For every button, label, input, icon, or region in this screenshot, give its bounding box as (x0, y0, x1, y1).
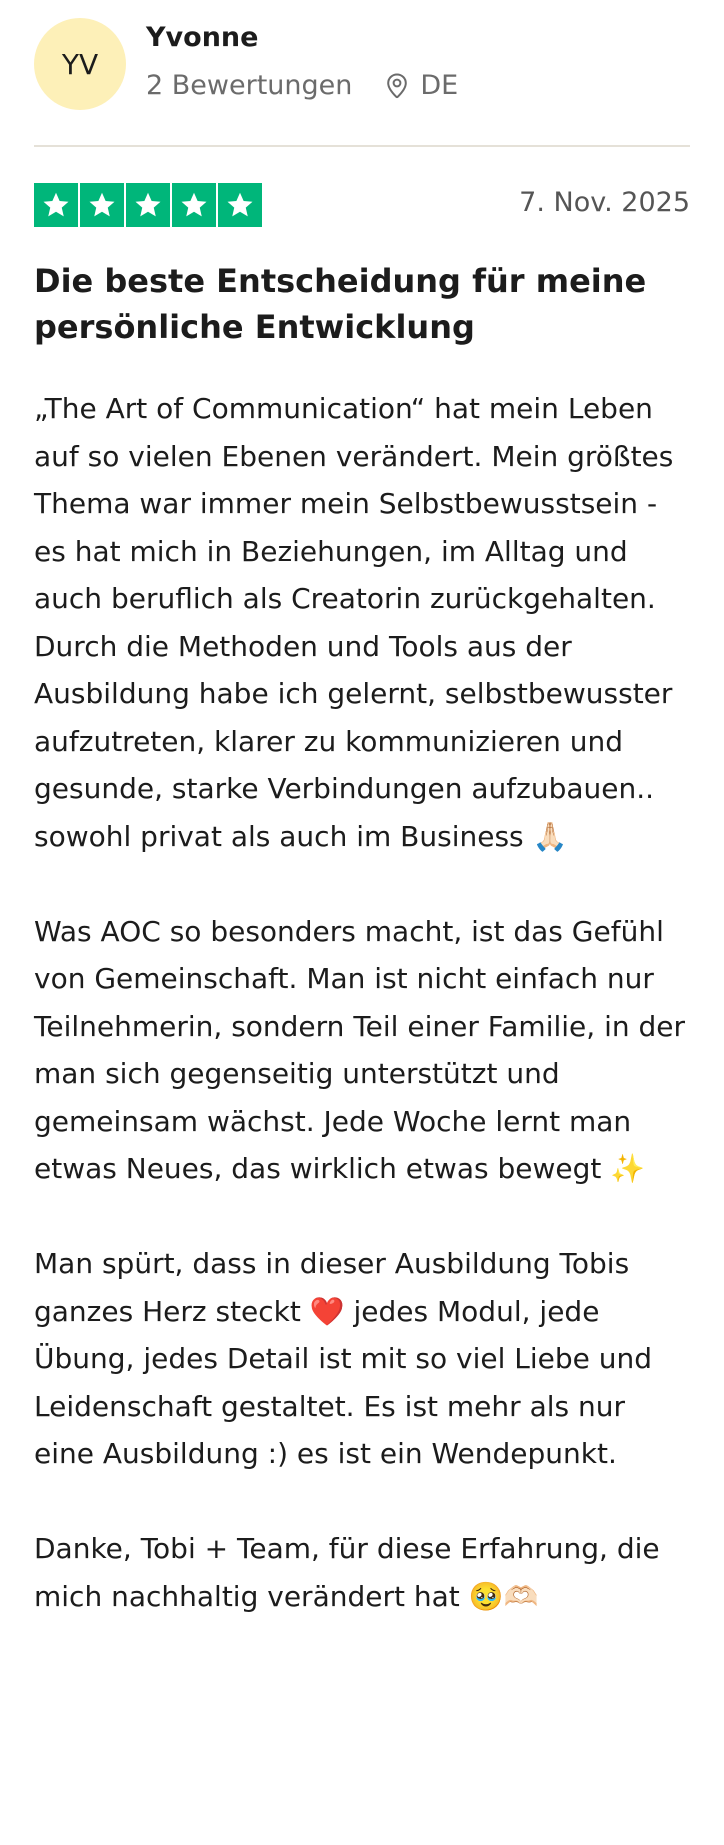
star-icon (172, 183, 216, 227)
review-count: 2 Bewertungen (146, 70, 353, 101)
avatar-initials: YV (61, 47, 99, 81)
reviewer-location (386, 70, 458, 101)
review-paragraph: Man spürt, dass in dieser Ausbildung Tobis ganzes Herz steckt ❤️ jedes Modul, jede Übung, jedes Detail ist mit so viel Liebe und Leidenschaft gestaltet. Es ist mehr als nur eine Ausbildung :) es ist ein Wendepunkt. (34, 1247, 653, 1470)
star-icon (126, 183, 170, 227)
reviewer-name[interactable]: Yvonne (146, 22, 259, 53)
review-paragraph: „The Art of Communication“ hat mein Leben auf so vielen Ebenen verändert. Mein größtes Thema war immer mein Selbstbewusstsein - es hat mich in Beziehungen, im Alltag und auch beruflich als Creatorin zurückgehalten. Durch die Methoden und Tools aus der Ausbildung habe ich gelernt, selbstbewusster aufzutreten, klarer zu kommunizieren und gesunde, starke Verbindungen aufzubauen.. sowohl privat als auch im Business 🙏🏻 (34, 392, 674, 853)
star-icon (34, 183, 78, 227)
review-body (34, 385, 690, 1620)
star-rating (34, 183, 264, 227)
star-icon (218, 183, 262, 227)
reviewer-header (34, 18, 690, 114)
reviewer-meta (146, 70, 458, 101)
location-pin-icon (386, 73, 408, 99)
review-title[interactable]: Die beste Entscheidung für meine persönliche Entwicklung (34, 262, 647, 346)
avatar[interactable] (34, 18, 126, 110)
review-paragraph: Danke, Tobi + Team, für diese Erfahrung, die mich nachhaltig verändert hat 🥹🫶🏻 (34, 1532, 660, 1613)
review-date: 7. Nov. 2025 (519, 187, 690, 218)
rating-row (34, 183, 690, 227)
divider (34, 145, 690, 147)
star-icon (80, 183, 124, 227)
review-paragraph: Was AOC so besonders macht, ist das Gefühl von Gemeinschaft. Man ist nicht einfach nur Teilnehmerin, sondern Teil einer Familie, in der man sich gegenseitig unterstützt und gemeinsam wächst. Jede Woche lernt man etwas Neues, das wirklich etwas bewegt ✨ (34, 914, 686, 1185)
country-code: DE (420, 70, 459, 101)
